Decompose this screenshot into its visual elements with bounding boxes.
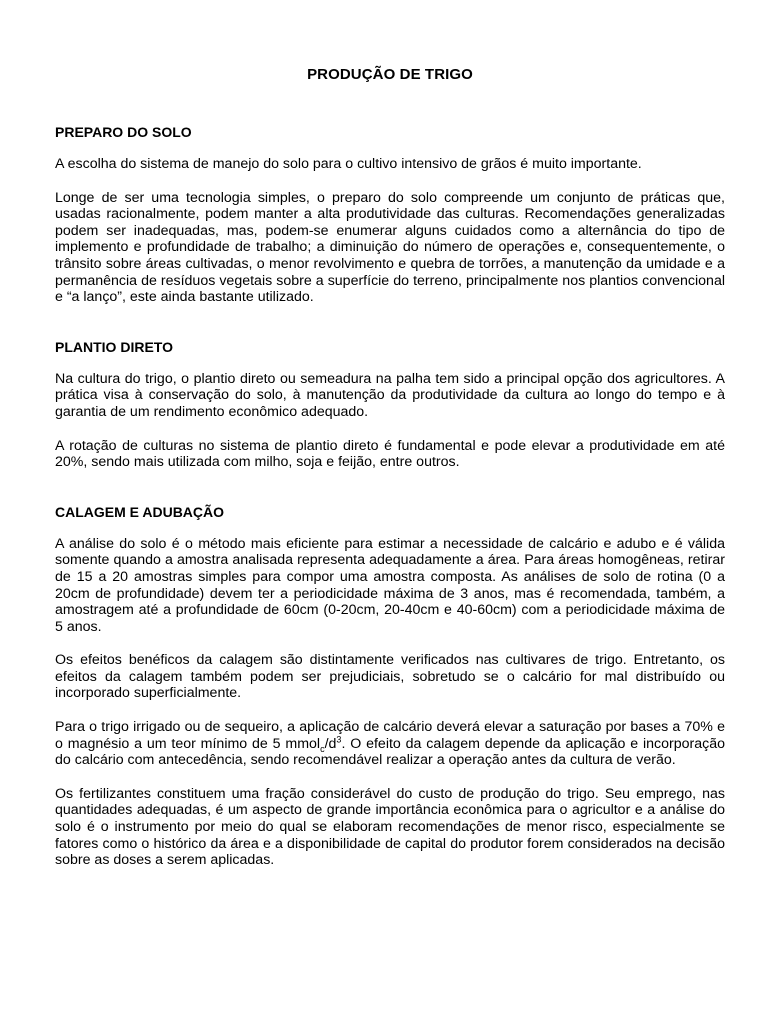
paragraph: A rotação de culturas no sistema de plantio direto é fundamental e pode elevar a produtividade em até 20%, sendo mais utilizada com milho, soja e feijão, entre outros. (55, 437, 725, 471)
document-title: PRODUÇÃO DE TRIGO (307, 66, 473, 83)
paragraph: Os fertilizantes constituem uma fração considerável do custo de produção do trigo. Seu emprego, nas quantidades adequadas, é um aspecto de grande importância econômica para o agricultor e a análise do solo é o instrumento por meio do qual se elaboram recomendações de menor risco, especialmente se fatores como o histórico da área e a disponibilidade de capital do produtor forem considerados na decisão sobre as doses a serem aplicadas. (55, 785, 725, 869)
section-plantio-direto (55, 339, 725, 471)
document-body (55, 124, 725, 886)
paragraph-text: Para o trigo irrigado ou de sequeiro, a aplicação de calcário deverá elevar a saturação por bases a 70% e o magnésio a um teor mínimo de 5 mmol (55, 719, 725, 752)
section-heading: PREPARO DO SOLO (55, 124, 192, 140)
section-heading: CALAGEM E ADUBAÇÃO (55, 503, 225, 520)
paragraph-text: . O efeito da calagem depende da aplicação e incorporação do calcário com antecedência, sendo recomendável realizar a operação antes da cultura de verão. (55, 735, 725, 769)
unit-subscript: c (320, 743, 325, 754)
paragraph: A escolha do sistema de manejo do solo para o cultivo intensivo de grãos é muito importante. (55, 156, 642, 172)
unit-superscript: 3 (336, 733, 342, 744)
paragraph-calcario (55, 719, 725, 769)
section-gap (55, 488, 725, 504)
section-heading: PLANTIO DIRETO (55, 338, 173, 355)
paragraph: Os efeitos benéficos da calagem são distintamente verificados nas cultivares de trigo. Entretanto, os efeitos da calagem também podem ser prejudiciais, sobretudo se o calcário for mal distribuído ou incorporado superficialmente. (55, 652, 725, 702)
section-gap (55, 323, 725, 339)
unit-slash: /d (324, 735, 337, 752)
section-calagem-e-adubacao (55, 504, 725, 869)
paragraph: Longe de ser uma tecnologia simples, o preparo do solo compreende um conjunto de práticas que, usadas racionalmente, podem manter a alta produtividade das culturas. Recomendações generalizadas podem ser inadequadas, mas, podem-se enumerar alguns cuidados como a alternância do tipo de implemento e profundidade de trabalho; a diminuição do número de operações e, consequentemente, o trânsito sobre áreas cultivadas, o menor revolvimento e quebra de torrões, a manutenção da umidade e a permanência de resíduos vegetais sobre a superfície do terreno, principalmente nos plantios convencional e “a lanço”, este ainda bastante utilizado. (55, 189, 725, 306)
section-preparo-do-solo (55, 124, 725, 306)
paragraph: A análise do solo é o método mais eficiente para estimar a necessidade de calcário e adubo e é válida somente quando a amostra analisada representa adequadamente a área. Para áreas homogêneas, retirar de 15 a 20 amostras simples para compor uma amostra composta. As análises de solo de rotina (0 a 20cm de profundidade) devem ter a periodicidade máxima de 3 anos, mas é recomendada, também, a amostragem até a profundidade de 60cm (0-20cm, 20-40cm e 40-60cm) com a periodicidade máxima de 5 anos. (55, 535, 725, 635)
paragraph: Na cultura do trigo, o plantio direto ou semeadura na palha tem sido a principal opção dos agricultores. A prática visa à conservação do solo, à manutenção da produtividade da cultura ao longo do tempo e à garantia de um rendimento econômico adequado. (55, 370, 725, 420)
